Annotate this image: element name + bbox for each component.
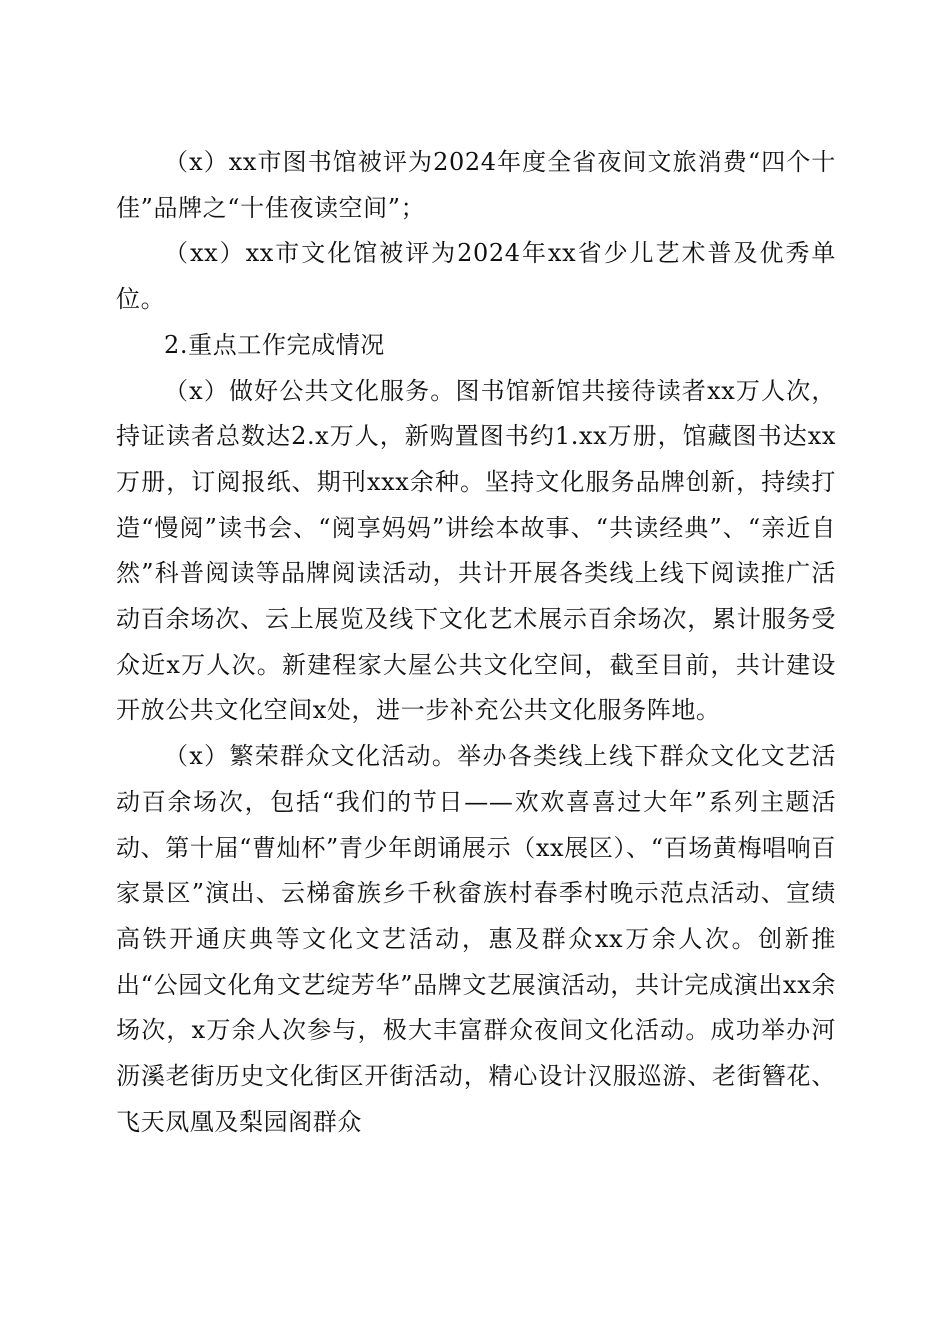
- paragraph-library-award: （x）xx市图书馆被评为2024年度全省夜间文旅消费“四个十佳”品牌之“十佳夜读空间”；: [116, 148, 836, 222]
- paragraph-cultural-center-award: （xx）xx市文化馆被评为2024年xx省少儿艺术普及优秀单位。: [116, 239, 836, 314]
- section-heading: 2.重点工作完成情况: [164, 330, 385, 359]
- document-body: [116, 140, 836, 1145]
- paragraph-mass-cultural-activities: （x）繁荣群众文化活动。举办各类线上线下群众文化文艺活动百余场次，包括“我们的节日——欢欢喜喜过大年”系列主题活动、第十届“曹灿杯”青少年朗诵展示（xx展区）、“百场黄梅唱响百家景区”演出、云梯畲族乡千秋畲族村春季村晚示范点活动、宣绩高铁开通庆典等文化文艺活动，惠及群众xx万余人次。创新推出“公园文化角文艺绽芳华”品牌文艺展演活动，共计完成演出xx余场次，x万余人次参与，极大丰富群众夜间文化活动。成功举办河沥溪老街历史文化街区开街活动，精心设计汉服巡游、老街簪花、飞天凤凰及梨园阁群众: [116, 742, 836, 1136]
- paragraph-public-cultural-service: （x）做好公共文化服务。图书馆新馆共接待读者xx万人次，持证读者总数达2.x万人，新购置图书约1.xx万册，馆藏图书达xx万册，订阅报纸、期刊xxx余种。坚持文化服务品牌创新，持续打造“慢阅”读书会、“阅享妈妈”讲绘本故事、“共读经典”、“亲近自然”科普阅读等品牌阅读活动，共计开展各类线上线下阅读推广活动百余场次、云上展览及线下文化艺术展示百余场次，累计服务受众近x万人次。新建程家大屋公共文化空间，截至目前，共计建设开放公共文化空间x处，进一步补充公共文化服务阵地。: [116, 376, 836, 725]
